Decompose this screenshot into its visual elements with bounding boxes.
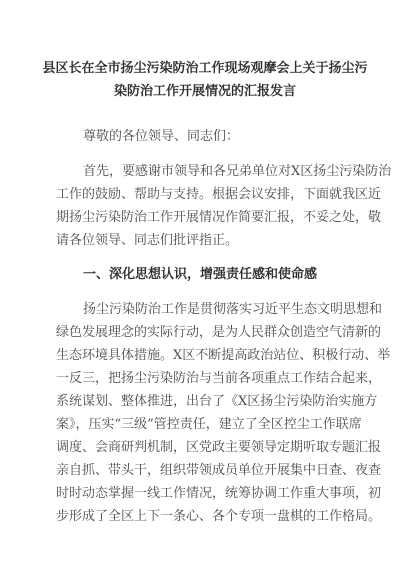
salutation: 尊敬的各位领导、同志们： (83, 129, 240, 144)
paragraph-2-line-1: 扬尘污染防治工作是贯彻落实习近平生态文明思想和 (83, 302, 383, 317)
paragraph-2-line-5: 系统谋划、整体推进，出台了《X区扬尘污染防治实施方 (56, 394, 378, 409)
paragraph-2-line-8: 亲自抓、带头干，组织带领成员单位开展集中日查、夜查 (56, 463, 382, 478)
paragraph-2-line-6: 案》，压实“三级”管控责任，建立了全区控尘工作联席 (56, 417, 362, 432)
section-1-heading: 一、深化思想认识，增强责任感和使命感 (83, 267, 318, 282)
paragraph-2-line-3: 生态环境具体措施。X区不断提高政治站位、积极行动、举 (56, 348, 391, 363)
paragraph-2-line-7: 调度、会商研判机制，区党政主要领导定期听取专题汇报 (56, 440, 382, 455)
document-title-line-1: 县区长在全市扬尘污染防治工作现场观摩会上关于扬尘污 (42, 61, 368, 76)
paragraph-1-line-1: 首先，要感谢市领导和各兄弟单位对X区扬尘污染防治 (83, 164, 392, 179)
paragraph-1-line-4: 请各位领导、同志们批评指正。 (56, 233, 239, 248)
paragraph-1-line-3: 期扬尘污染防治工作开展情况作简要汇报，不妥之处，敬 (56, 210, 382, 225)
paragraph-2-line-4: 一反三，把扬尘污染防治与当前各项重点工作结合起来， (56, 371, 382, 386)
paragraph-2-line-10: 步形成了全区上下一条心、各个专项一盘棋的工作格局。 (56, 509, 382, 524)
paragraph-2-line-9: 时时动态掌握一线工作情况，统筹协调工作重大事项，初 (56, 486, 382, 501)
paragraph-1-line-2: 工作的鼓励、帮助与支持。根据会议安排，下面就我区近 (56, 187, 382, 202)
document-title-line-2: 染防治工作开展情况的汇报发言 (113, 84, 296, 99)
paragraph-2-line-2: 绿色发展理念的实际行动，是为人民群众创造空气清新的 (56, 325, 382, 340)
